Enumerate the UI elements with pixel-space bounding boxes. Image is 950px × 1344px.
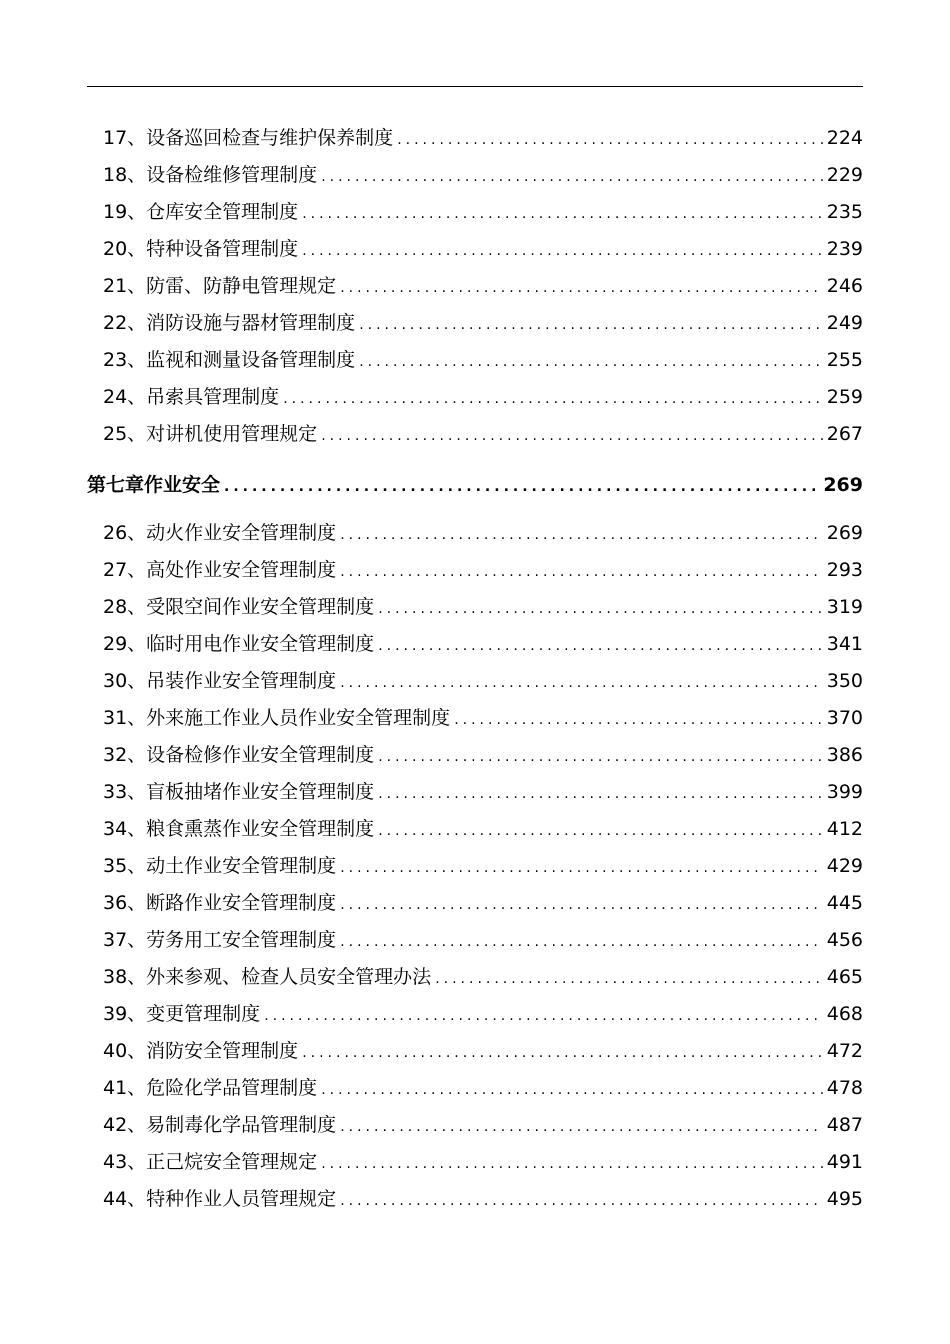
dot-leader bbox=[264, 998, 823, 1035]
toc-entry-title: 26、动火作业安全管理制度 bbox=[103, 522, 337, 544]
toc-entry-page-number: 456 bbox=[826, 929, 863, 951]
toc-entry-title: 34、粮食熏蒸作业安全管理制度 bbox=[103, 818, 375, 840]
toc-entry-title: 29、临时用电作业安全管理制度 bbox=[103, 633, 375, 655]
toc-entry[interactable] bbox=[87, 379, 863, 416]
dot-leader bbox=[435, 961, 823, 998]
toc-entry-title: 42、易制毒化学品管理制度 bbox=[103, 1114, 337, 1136]
toc-entry-title: 33、盲板抽堵作业安全管理制度 bbox=[103, 781, 375, 803]
toc-entry[interactable] bbox=[87, 626, 863, 663]
toc-entry-page-number: 267 bbox=[826, 423, 863, 445]
toc-entry[interactable] bbox=[87, 231, 863, 268]
toc-entry[interactable] bbox=[87, 959, 863, 996]
toc-entry-title: 38、外来参观、检查人员安全管理办法 bbox=[103, 966, 432, 988]
toc-entry-title: 18、设备检维修管理制度 bbox=[103, 164, 318, 186]
toc-entry-page-number: 465 bbox=[826, 966, 863, 988]
dot-leader bbox=[340, 517, 823, 554]
toc-entry-page-number: 370 bbox=[826, 707, 863, 729]
toc-entry-title: 22、消防设施与器材管理制度 bbox=[103, 312, 356, 334]
toc-entry-title: 19、仓库安全管理制度 bbox=[103, 201, 299, 223]
toc-entry-page-number: 246 bbox=[826, 275, 863, 297]
toc-entry-page-number: 478 bbox=[826, 1077, 863, 1099]
dot-leader bbox=[340, 1183, 823, 1220]
toc-entry-page-number: 386 bbox=[826, 744, 863, 766]
toc-entry-page-number: 341 bbox=[826, 633, 863, 655]
toc-entry-title: 17、设备巡回检查与维护保养制度 bbox=[103, 127, 394, 149]
toc-entry-title: 32、设备检修作业安全管理制度 bbox=[103, 744, 375, 766]
toc-entry[interactable] bbox=[87, 515, 863, 552]
toc-entry[interactable] bbox=[87, 157, 863, 194]
toc-entry-title: 40、消防安全管理制度 bbox=[103, 1040, 299, 1062]
toc-entry-title: 35、动土作业安全管理制度 bbox=[103, 855, 337, 877]
dot-leader bbox=[340, 270, 823, 307]
dot-leader bbox=[340, 924, 823, 961]
dot-leader bbox=[378, 628, 823, 665]
toc-entry-page-number: 445 bbox=[826, 892, 863, 914]
toc-entry-page-number: 472 bbox=[826, 1040, 863, 1062]
toc-entry-title: 21、防雷、防静电管理规定 bbox=[103, 275, 337, 297]
toc-entry-page-number: 429 bbox=[826, 855, 863, 877]
dot-leader bbox=[340, 850, 823, 887]
dot-leader bbox=[340, 887, 823, 924]
toc-entry[interactable] bbox=[87, 996, 863, 1033]
toc-entry-page-number: 249 bbox=[826, 312, 863, 334]
toc-entry[interactable] bbox=[87, 737, 863, 774]
dot-leader bbox=[340, 554, 823, 591]
toc-entry-title: 27、高处作业安全管理制度 bbox=[103, 559, 337, 581]
toc-entry-title: 44、特种作业人员管理规定 bbox=[103, 1188, 337, 1210]
toc-entry[interactable] bbox=[87, 1070, 863, 1107]
toc-entry[interactable] bbox=[87, 1144, 863, 1181]
toc-entry[interactable] bbox=[87, 268, 863, 305]
toc-entry-page-number: 491 bbox=[826, 1151, 863, 1173]
toc-entry[interactable] bbox=[87, 589, 863, 626]
dot-leader bbox=[397, 122, 823, 159]
toc-entry[interactable] bbox=[87, 774, 863, 811]
dot-leader bbox=[378, 739, 823, 776]
dot-leader bbox=[340, 665, 823, 702]
toc-entry-page-number: 239 bbox=[826, 238, 863, 260]
toc-entry-title: 39、变更管理制度 bbox=[103, 1003, 261, 1025]
toc-entry[interactable] bbox=[87, 342, 863, 379]
dot-leader bbox=[378, 813, 823, 850]
toc-entry[interactable] bbox=[87, 922, 863, 959]
toc-entry-page-number: 319 bbox=[826, 596, 863, 618]
toc-entry[interactable] bbox=[87, 416, 863, 453]
toc-entry-title: 20、特种设备管理制度 bbox=[103, 238, 299, 260]
toc-entry-title: 24、吊索具管理制度 bbox=[103, 386, 280, 408]
table-of-contents bbox=[87, 120, 863, 1218]
toc-entry-page-number: 255 bbox=[826, 349, 863, 371]
toc-entry-page-number: 293 bbox=[826, 559, 863, 581]
toc-entry-page-number: 269 bbox=[823, 474, 863, 496]
dot-leader bbox=[340, 1109, 823, 1146]
toc-entry-title: 25、对讲机使用管理规定 bbox=[103, 423, 318, 445]
toc-entry-title: 28、受限空间作业安全管理制度 bbox=[103, 596, 375, 618]
toc-entry-title: 43、正己烷安全管理规定 bbox=[103, 1151, 318, 1173]
toc-entry-page-number: 399 bbox=[826, 781, 863, 803]
toc-entry-title: 30、吊装作业安全管理制度 bbox=[103, 670, 337, 692]
toc-chapter-entry[interactable] bbox=[87, 457, 863, 513]
dot-leader bbox=[359, 344, 823, 381]
toc-entry-title: 37、劳务用工安全管理制度 bbox=[103, 929, 337, 951]
dot-leader bbox=[283, 381, 823, 418]
dot-leader bbox=[321, 418, 823, 455]
toc-entry[interactable] bbox=[87, 305, 863, 342]
toc-entry-page-number: 350 bbox=[826, 670, 863, 692]
toc-entry-title: 36、断路作业安全管理制度 bbox=[103, 892, 337, 914]
dot-leader bbox=[378, 591, 823, 628]
toc-entry[interactable] bbox=[87, 663, 863, 700]
dot-leader bbox=[378, 776, 823, 813]
toc-entry[interactable] bbox=[87, 700, 863, 737]
dot-leader bbox=[321, 1146, 823, 1183]
dot-leader bbox=[224, 459, 819, 515]
dot-leader bbox=[321, 159, 823, 196]
dot-leader bbox=[302, 233, 823, 270]
dot-leader bbox=[321, 1072, 823, 1109]
toc-entry-page-number: 487 bbox=[826, 1114, 863, 1136]
toc-entry-page-number: 495 bbox=[826, 1188, 863, 1210]
toc-entry-page-number: 224 bbox=[826, 127, 863, 149]
toc-entry[interactable] bbox=[87, 885, 863, 922]
toc-entry-title: 31、外来施工作业人员作业安全管理制度 bbox=[103, 707, 451, 729]
header-rule bbox=[87, 86, 863, 87]
toc-entry-page-number: 259 bbox=[826, 386, 863, 408]
toc-entry-title: 第七章作业安全 bbox=[87, 474, 221, 496]
toc-entry-page-number: 235 bbox=[826, 201, 863, 223]
toc-entry-page-number: 468 bbox=[826, 1003, 863, 1025]
toc-entry[interactable] bbox=[87, 848, 863, 885]
dot-leader bbox=[454, 702, 823, 739]
toc-entry[interactable] bbox=[87, 1033, 863, 1070]
toc-entry[interactable] bbox=[87, 194, 863, 231]
toc-entry-title: 23、监视和测量设备管理制度 bbox=[103, 349, 356, 371]
toc-entry[interactable] bbox=[87, 811, 863, 848]
toc-entry-page-number: 229 bbox=[826, 164, 863, 186]
dot-leader bbox=[302, 1035, 823, 1072]
toc-entry[interactable] bbox=[87, 552, 863, 589]
toc-entry[interactable] bbox=[87, 1107, 863, 1144]
toc-entry-page-number: 412 bbox=[826, 818, 863, 840]
toc-entry-title: 41、危险化学品管理制度 bbox=[103, 1077, 318, 1099]
dot-leader bbox=[302, 196, 823, 233]
toc-entry[interactable] bbox=[87, 120, 863, 157]
dot-leader bbox=[359, 307, 823, 344]
toc-entry-page-number: 269 bbox=[826, 522, 863, 544]
toc-entry[interactable] bbox=[87, 1181, 863, 1218]
